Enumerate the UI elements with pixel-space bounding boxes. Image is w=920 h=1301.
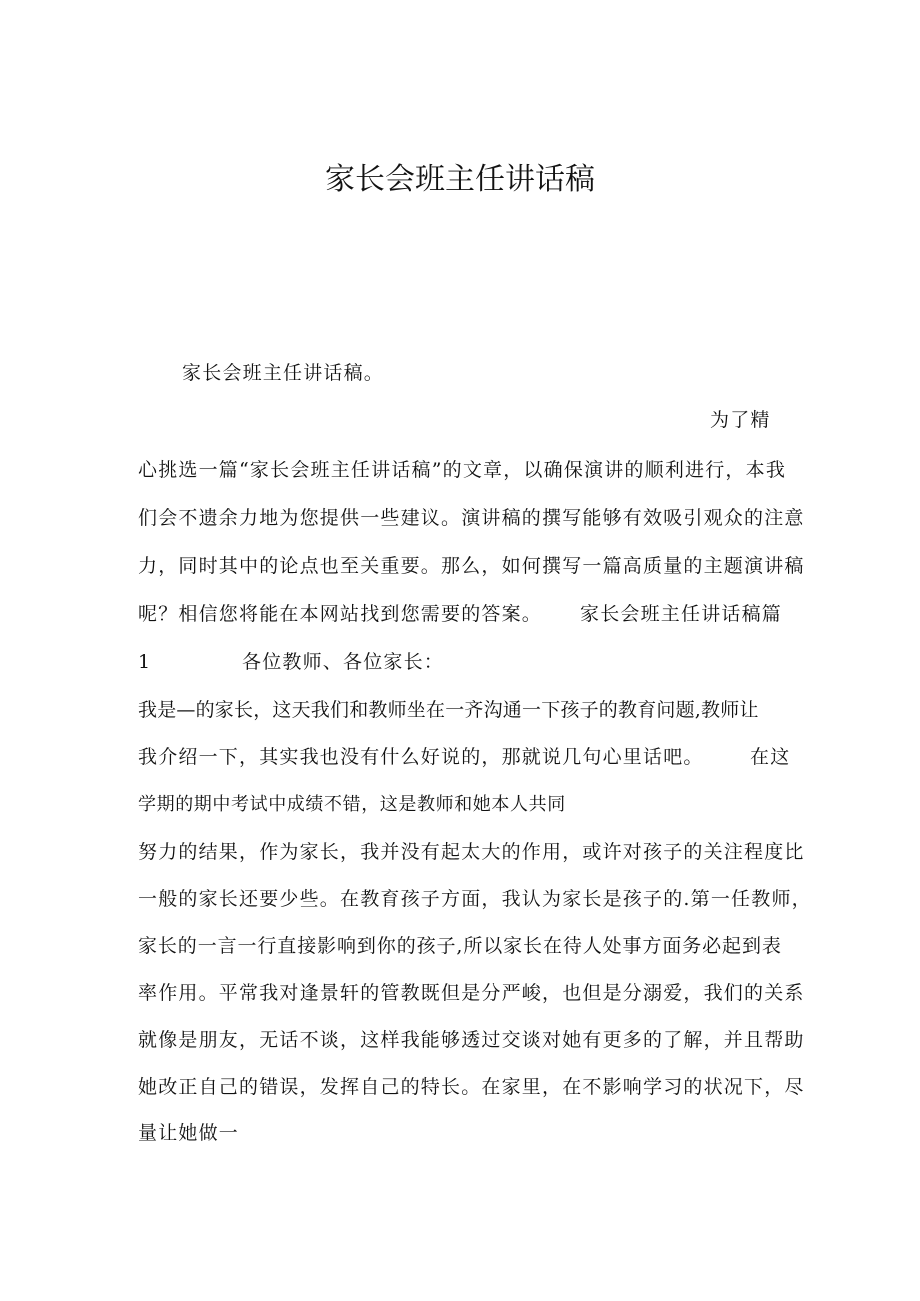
paragraph-line: 我是—的家长，这天我们和教师坐在一齐沟通一下孩子的教育问题,教师让 (138, 699, 759, 721)
paragraph-line: 我介绍一下，其实我也没有什么好说的，那就说几句心里话吧。 (138, 746, 704, 768)
paragraph-line: 一般的家长还要少些。在教育孩子方面，我认为家长是孩子的.第一任教师， (138, 888, 812, 910)
paragraph-line: 率作用。平常我对逢景轩的管教既但是分严峻，也但是分溺爱，我们的关系 (138, 982, 805, 1004)
document-title: 家长会班主任讲话稿 (325, 162, 595, 197)
paragraph-line: 她改正自己的错误，发挥自己的特长。在家里，在不影响学习的状况下，尽 (138, 1076, 805, 1098)
paragraph-line: 在这 (750, 746, 791, 768)
paragraph-line: 们会不遗余力地为您提供一些建议。演讲稿的撰写能够有效吸引观众的注意 (138, 507, 805, 529)
paragraph-line: 各位教师、各位家长： (242, 651, 445, 673)
paragraph-line: 量让她做一 (138, 1122, 240, 1144)
paragraph-line: 家长会班主任讲话稿。 (182, 362, 385, 384)
paragraph-line: 就像是朋友，无话不谈，这样我能够透过交谈对她有更多的了解，并且帮助 (138, 1029, 805, 1051)
paragraph-line: 1 (138, 651, 152, 673)
paragraph-line: 家长会班主任讲话稿篇 (580, 603, 783, 625)
paragraph-line: 学期的期中考试中成绩不错，这是教师和她本人共同 (138, 794, 566, 815)
paragraph-line: 心挑选一篇“家长会班主任讲话稿”的文章，以确保演讲的顺利进行，本我 (138, 459, 787, 481)
paragraph-line: 家长的一言一行直接影响到你的孩子,所以家长在待人处事方面务必起到表 (138, 935, 782, 957)
paragraph-line: 为了精 (710, 409, 771, 431)
paragraph-line: 努力的结果，作为家长，我并没有起太大的作用，或许对孩子的关注程度比 (138, 841, 805, 863)
paragraph-line: 呢？相信您将能在本网站找到您需要的答案。 (138, 603, 543, 625)
paragraph-line: 力，同时其中的论点也至关重要。那么，如何撰写一篇高质量的主题演讲稿 (138, 555, 805, 577)
